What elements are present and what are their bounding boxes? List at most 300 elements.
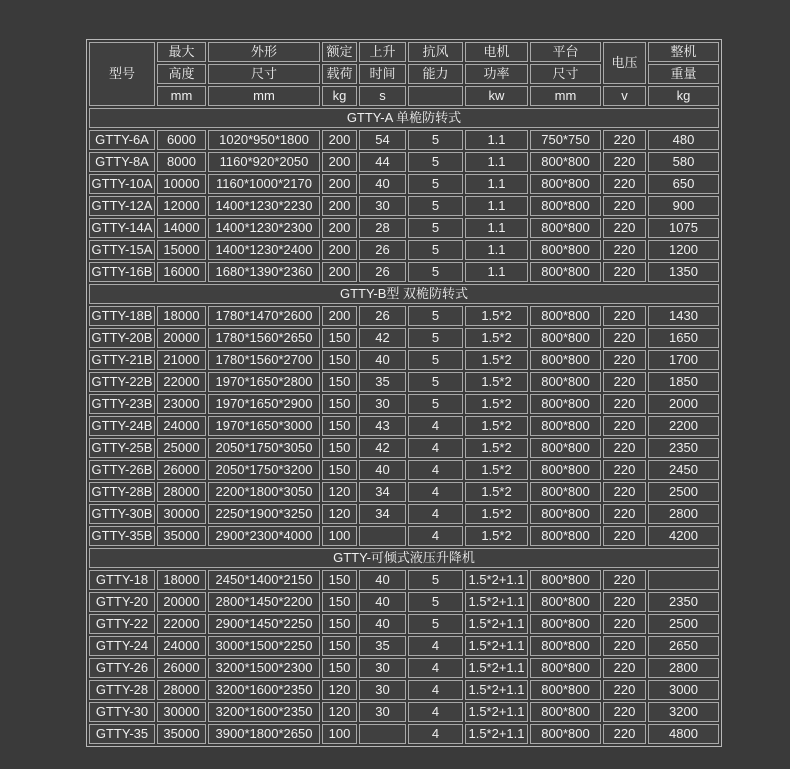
cell-max_height_mm: 6000 bbox=[157, 130, 206, 150]
cell-rise_time_s: 35 bbox=[359, 636, 406, 656]
section-header-row bbox=[89, 108, 719, 128]
cell-voltage_v: 220 bbox=[603, 614, 646, 634]
cell-wind_resistance: 5 bbox=[408, 350, 463, 370]
cell-weight_kg: 1700 bbox=[648, 350, 719, 370]
cell-weight_kg: 1075 bbox=[648, 218, 719, 238]
cell-model: GTTY-28 bbox=[89, 680, 155, 700]
table-row bbox=[89, 306, 719, 326]
cell-platform_size_mm: 800*800 bbox=[530, 416, 601, 436]
cell-voltage_v: 220 bbox=[603, 328, 646, 348]
cell-platform_size_mm: 800*800 bbox=[530, 592, 601, 612]
cell-voltage_v: 220 bbox=[603, 724, 646, 744]
cell-voltage_v: 220 bbox=[603, 394, 646, 414]
header-cell-weight-line2: 重量 bbox=[648, 64, 719, 84]
section-header-row bbox=[89, 548, 719, 568]
cell-rated_load_kg: 200 bbox=[322, 262, 357, 282]
cell-voltage_v: 220 bbox=[603, 240, 646, 260]
cell-voltage_v: 220 bbox=[603, 570, 646, 590]
cell-platform_size_mm: 800*800 bbox=[530, 724, 601, 744]
cell-model: GTTY-18 bbox=[89, 570, 155, 590]
header-cell-rise-time-line2: 时间 bbox=[359, 64, 406, 84]
cell-voltage_v: 220 bbox=[603, 526, 646, 546]
cell-wind_resistance: 5 bbox=[408, 262, 463, 282]
cell-rated_load_kg: 200 bbox=[322, 240, 357, 260]
cell-rated_load_kg: 200 bbox=[322, 174, 357, 194]
cell-overall_size_mm: 1400*1230*2230 bbox=[208, 196, 320, 216]
cell-max_height_mm: 18000 bbox=[157, 570, 206, 590]
cell-rise_time_s: 30 bbox=[359, 394, 406, 414]
cell-weight_kg: 650 bbox=[648, 174, 719, 194]
cell-rated_load_kg: 200 bbox=[322, 152, 357, 172]
cell-voltage_v: 220 bbox=[603, 372, 646, 392]
cell-motor_power_kw: 1.5*2 bbox=[465, 306, 528, 326]
cell-max_height_mm: 35000 bbox=[157, 724, 206, 744]
cell-max_height_mm: 35000 bbox=[157, 526, 206, 546]
cell-platform_size_mm: 800*800 bbox=[530, 636, 601, 656]
cell-weight_kg: 2500 bbox=[648, 482, 719, 502]
cell-rise_time_s bbox=[359, 724, 406, 744]
cell-weight_kg: 2350 bbox=[648, 438, 719, 458]
cell-rated_load_kg: 200 bbox=[322, 306, 357, 326]
cell-weight_kg: 1200 bbox=[648, 240, 719, 260]
cell-wind_resistance: 5 bbox=[408, 196, 463, 216]
cell-rise_time_s: 40 bbox=[359, 350, 406, 370]
cell-voltage_v: 220 bbox=[603, 174, 646, 194]
cell-max_height_mm: 26000 bbox=[157, 658, 206, 678]
cell-platform_size_mm: 800*800 bbox=[530, 262, 601, 282]
header-cell-rated-load-line2: 载荷 bbox=[322, 64, 357, 84]
cell-voltage_v: 220 bbox=[603, 152, 646, 172]
cell-model: GTTY-20B bbox=[89, 328, 155, 348]
unit-cell-overall-size: mm bbox=[208, 86, 320, 106]
cell-max_height_mm: 30000 bbox=[157, 504, 206, 524]
cell-rated_load_kg: 200 bbox=[322, 130, 357, 150]
cell-motor_power_kw: 1.5*2+1.1 bbox=[465, 680, 528, 700]
cell-max_height_mm: 20000 bbox=[157, 328, 206, 348]
cell-motor_power_kw: 1.1 bbox=[465, 174, 528, 194]
cell-weight_kg: 2000 bbox=[648, 394, 719, 414]
cell-overall_size_mm: 1400*1230*2300 bbox=[208, 218, 320, 238]
cell-rise_time_s: 34 bbox=[359, 504, 406, 524]
cell-platform_size_mm: 800*800 bbox=[530, 218, 601, 238]
cell-weight_kg: 2350 bbox=[648, 592, 719, 612]
cell-model: GTTY-24 bbox=[89, 636, 155, 656]
cell-rated_load_kg: 120 bbox=[322, 504, 357, 524]
cell-wind_resistance: 4 bbox=[408, 636, 463, 656]
cell-rise_time_s: 40 bbox=[359, 174, 406, 194]
cell-platform_size_mm: 800*800 bbox=[530, 504, 601, 524]
cell-rated_load_kg: 200 bbox=[322, 196, 357, 216]
cell-motor_power_kw: 1.5*2 bbox=[465, 460, 528, 480]
cell-max_height_mm: 18000 bbox=[157, 306, 206, 326]
cell-motor_power_kw: 1.5*2 bbox=[465, 526, 528, 546]
header-cell-voltage: 电压 bbox=[603, 42, 646, 84]
header-cell-wind-resistance-line1: 抗风 bbox=[408, 42, 463, 62]
cell-model: GTTY-26B bbox=[89, 460, 155, 480]
cell-voltage_v: 220 bbox=[603, 306, 646, 326]
cell-wind_resistance: 5 bbox=[408, 240, 463, 260]
cell-overall_size_mm: 2800*1450*2200 bbox=[208, 592, 320, 612]
cell-overall_size_mm: 1780*1560*2700 bbox=[208, 350, 320, 370]
spec-table-header bbox=[89, 42, 719, 106]
unit-cell-max-height: mm bbox=[157, 86, 206, 106]
cell-rise_time_s: 40 bbox=[359, 614, 406, 634]
table-row bbox=[89, 350, 719, 370]
cell-wind_resistance: 4 bbox=[408, 504, 463, 524]
cell-max_height_mm: 28000 bbox=[157, 680, 206, 700]
cell-max_height_mm: 26000 bbox=[157, 460, 206, 480]
spec-table-body bbox=[89, 108, 719, 744]
cell-voltage_v: 220 bbox=[603, 636, 646, 656]
cell-model: GTTY-14A bbox=[89, 218, 155, 238]
cell-weight_kg bbox=[648, 570, 719, 590]
table-row bbox=[89, 438, 719, 458]
cell-rise_time_s: 30 bbox=[359, 702, 406, 722]
cell-rise_time_s: 40 bbox=[359, 460, 406, 480]
cell-model: GTTY-35 bbox=[89, 724, 155, 744]
table-row bbox=[89, 174, 719, 194]
cell-motor_power_kw: 1.5*2 bbox=[465, 394, 528, 414]
cell-overall_size_mm: 3200*1600*2350 bbox=[208, 680, 320, 700]
unit-cell-rated-load: kg bbox=[322, 86, 357, 106]
cell-rated_load_kg: 100 bbox=[322, 724, 357, 744]
cell-wind_resistance: 4 bbox=[408, 724, 463, 744]
table-row bbox=[89, 416, 719, 436]
cell-platform_size_mm: 800*800 bbox=[530, 372, 601, 392]
cell-weight_kg: 2650 bbox=[648, 636, 719, 656]
table-row bbox=[89, 702, 719, 722]
section-header-row bbox=[89, 284, 719, 304]
cell-weight_kg: 3000 bbox=[648, 680, 719, 700]
cell-rise_time_s: 34 bbox=[359, 482, 406, 502]
cell-voltage_v: 220 bbox=[603, 218, 646, 238]
cell-weight_kg: 900 bbox=[648, 196, 719, 216]
spec-table bbox=[86, 39, 722, 747]
cell-model: GTTY-20 bbox=[89, 592, 155, 612]
cell-motor_power_kw: 1.5*2 bbox=[465, 504, 528, 524]
cell-wind_resistance: 5 bbox=[408, 174, 463, 194]
cell-voltage_v: 220 bbox=[603, 416, 646, 436]
cell-voltage_v: 220 bbox=[603, 262, 646, 282]
cell-rated_load_kg: 150 bbox=[322, 460, 357, 480]
cell-overall_size_mm: 1970*1650*2900 bbox=[208, 394, 320, 414]
cell-platform_size_mm: 800*800 bbox=[530, 570, 601, 590]
cell-wind_resistance: 5 bbox=[408, 306, 463, 326]
table-row bbox=[89, 570, 719, 590]
cell-wind_resistance: 4 bbox=[408, 702, 463, 722]
unit-cell-voltage: v bbox=[603, 86, 646, 106]
cell-wind_resistance: 4 bbox=[408, 482, 463, 502]
cell-model: GTTY-15A bbox=[89, 240, 155, 260]
cell-overall_size_mm: 1160*920*2050 bbox=[208, 152, 320, 172]
cell-model: GTTY-25B bbox=[89, 438, 155, 458]
cell-overall_size_mm: 1780*1470*2600 bbox=[208, 306, 320, 326]
cell-model: GTTY-30 bbox=[89, 702, 155, 722]
cell-max_height_mm: 20000 bbox=[157, 592, 206, 612]
cell-model: GTTY-28B bbox=[89, 482, 155, 502]
cell-weight_kg: 2500 bbox=[648, 614, 719, 634]
cell-voltage_v: 220 bbox=[603, 196, 646, 216]
cell-motor_power_kw: 1.5*2+1.1 bbox=[465, 636, 528, 656]
cell-rise_time_s: 40 bbox=[359, 592, 406, 612]
cell-rise_time_s: 42 bbox=[359, 328, 406, 348]
cell-max_height_mm: 24000 bbox=[157, 636, 206, 656]
cell-wind_resistance: 5 bbox=[408, 152, 463, 172]
header-cell-platform-size-line1: 平台 bbox=[530, 42, 601, 62]
unit-cell-motor-power: kw bbox=[465, 86, 528, 106]
cell-rise_time_s: 30 bbox=[359, 196, 406, 216]
unit-cell-platform-size: mm bbox=[530, 86, 601, 106]
cell-max_height_mm: 22000 bbox=[157, 614, 206, 634]
cell-motor_power_kw: 1.1 bbox=[465, 262, 528, 282]
cell-wind_resistance: 5 bbox=[408, 570, 463, 590]
cell-rise_time_s: 26 bbox=[359, 306, 406, 326]
cell-max_height_mm: 15000 bbox=[157, 240, 206, 260]
cell-rated_load_kg: 150 bbox=[322, 372, 357, 392]
table-row bbox=[89, 592, 719, 612]
cell-motor_power_kw: 1.5*2 bbox=[465, 328, 528, 348]
cell-platform_size_mm: 800*800 bbox=[530, 394, 601, 414]
cell-max_height_mm: 12000 bbox=[157, 196, 206, 216]
cell-overall_size_mm: 1020*950*1800 bbox=[208, 130, 320, 150]
cell-motor_power_kw: 1.5*2+1.1 bbox=[465, 658, 528, 678]
header-cell-model: 型号 bbox=[89, 42, 155, 106]
cell-motor_power_kw: 1.1 bbox=[465, 240, 528, 260]
header-cell-max-height-line1: 最大 bbox=[157, 42, 206, 62]
cell-rated_load_kg: 150 bbox=[322, 636, 357, 656]
cell-model: GTTY-26 bbox=[89, 658, 155, 678]
cell-motor_power_kw: 1.1 bbox=[465, 152, 528, 172]
cell-weight_kg: 4800 bbox=[648, 724, 719, 744]
cell-max_height_mm: 28000 bbox=[157, 482, 206, 502]
cell-model: GTTY-6A bbox=[89, 130, 155, 150]
cell-voltage_v: 220 bbox=[603, 592, 646, 612]
cell-platform_size_mm: 800*800 bbox=[530, 174, 601, 194]
cell-model: GTTY-18B bbox=[89, 306, 155, 326]
cell-rated_load_kg: 150 bbox=[322, 592, 357, 612]
cell-wind_resistance: 5 bbox=[408, 218, 463, 238]
table-row bbox=[89, 130, 719, 150]
spec-table-container bbox=[86, 39, 722, 747]
table-row bbox=[89, 504, 719, 524]
cell-platform_size_mm: 750*750 bbox=[530, 130, 601, 150]
cell-platform_size_mm: 800*800 bbox=[530, 350, 601, 370]
header-cell-wind-resistance-line2: 能力 bbox=[408, 64, 463, 84]
cell-weight_kg: 4200 bbox=[648, 526, 719, 546]
cell-overall_size_mm: 1680*1390*2360 bbox=[208, 262, 320, 282]
cell-rated_load_kg: 150 bbox=[322, 350, 357, 370]
table-row bbox=[89, 680, 719, 700]
table-row bbox=[89, 240, 719, 260]
cell-motor_power_kw: 1.5*2+1.1 bbox=[465, 592, 528, 612]
cell-overall_size_mm: 1970*1650*2800 bbox=[208, 372, 320, 392]
cell-rated_load_kg: 150 bbox=[322, 328, 357, 348]
cell-max_height_mm: 14000 bbox=[157, 218, 206, 238]
cell-rated_load_kg: 100 bbox=[322, 526, 357, 546]
cell-platform_size_mm: 800*800 bbox=[530, 196, 601, 216]
cell-max_height_mm: 25000 bbox=[157, 438, 206, 458]
cell-wind_resistance: 4 bbox=[408, 438, 463, 458]
cell-motor_power_kw: 1.5*2 bbox=[465, 438, 528, 458]
cell-model: GTTY-30B bbox=[89, 504, 155, 524]
cell-overall_size_mm: 2900*1450*2250 bbox=[208, 614, 320, 634]
cell-model: GTTY-8A bbox=[89, 152, 155, 172]
cell-voltage_v: 220 bbox=[603, 504, 646, 524]
cell-rise_time_s: 40 bbox=[359, 570, 406, 590]
cell-wind_resistance: 5 bbox=[408, 592, 463, 612]
cell-platform_size_mm: 800*800 bbox=[530, 438, 601, 458]
cell-rated_load_kg: 150 bbox=[322, 394, 357, 414]
cell-overall_size_mm: 2250*1900*3250 bbox=[208, 504, 320, 524]
table-row bbox=[89, 262, 719, 282]
cell-model: GTTY-35B bbox=[89, 526, 155, 546]
cell-voltage_v: 220 bbox=[603, 482, 646, 502]
cell-rated_load_kg: 150 bbox=[322, 658, 357, 678]
cell-weight_kg: 2200 bbox=[648, 416, 719, 436]
header-cell-overall-size-line2: 尺寸 bbox=[208, 64, 320, 84]
header-cell-overall-size-line1: 外形 bbox=[208, 42, 320, 62]
cell-motor_power_kw: 1.5*2 bbox=[465, 372, 528, 392]
cell-overall_size_mm: 3200*1500*2300 bbox=[208, 658, 320, 678]
cell-weight_kg: 2800 bbox=[648, 504, 719, 524]
cell-weight_kg: 3200 bbox=[648, 702, 719, 722]
cell-motor_power_kw: 1.1 bbox=[465, 130, 528, 150]
cell-model: GTTY-16B bbox=[89, 262, 155, 282]
cell-platform_size_mm: 800*800 bbox=[530, 526, 601, 546]
cell-voltage_v: 220 bbox=[603, 350, 646, 370]
cell-rated_load_kg: 120 bbox=[322, 482, 357, 502]
header-cell-max-height-line2: 高度 bbox=[157, 64, 206, 84]
cell-platform_size_mm: 800*800 bbox=[530, 152, 601, 172]
cell-weight_kg: 1850 bbox=[648, 372, 719, 392]
cell-overall_size_mm: 1160*1000*2170 bbox=[208, 174, 320, 194]
cell-overall_size_mm: 2900*2300*4000 bbox=[208, 526, 320, 546]
header-cell-rise-time-line1: 上升 bbox=[359, 42, 406, 62]
table-row bbox=[89, 482, 719, 502]
cell-overall_size_mm: 3200*1600*2350 bbox=[208, 702, 320, 722]
cell-platform_size_mm: 800*800 bbox=[530, 614, 601, 634]
cell-max_height_mm: 30000 bbox=[157, 702, 206, 722]
table-row bbox=[89, 526, 719, 546]
cell-model: GTTY-23B bbox=[89, 394, 155, 414]
cell-rated_load_kg: 150 bbox=[322, 438, 357, 458]
cell-motor_power_kw: 1.5*2+1.1 bbox=[465, 614, 528, 634]
cell-overall_size_mm: 3900*1800*2650 bbox=[208, 724, 320, 744]
cell-platform_size_mm: 800*800 bbox=[530, 240, 601, 260]
cell-model: GTTY-24B bbox=[89, 416, 155, 436]
cell-rated_load_kg: 120 bbox=[322, 680, 357, 700]
table-row bbox=[89, 218, 719, 238]
cell-rise_time_s: 35 bbox=[359, 372, 406, 392]
table-row bbox=[89, 460, 719, 480]
cell-platform_size_mm: 800*800 bbox=[530, 702, 601, 722]
cell-motor_power_kw: 1.5*2 bbox=[465, 350, 528, 370]
cell-overall_size_mm: 1970*1650*3000 bbox=[208, 416, 320, 436]
cell-platform_size_mm: 800*800 bbox=[530, 658, 601, 678]
cell-rise_time_s: 26 bbox=[359, 262, 406, 282]
table-row bbox=[89, 394, 719, 414]
section-title: GTTY-可倾式液压升降机 bbox=[89, 548, 719, 568]
cell-voltage_v: 220 bbox=[603, 658, 646, 678]
table-row bbox=[89, 152, 719, 172]
cell-wind_resistance: 4 bbox=[408, 416, 463, 436]
cell-weight_kg: 1650 bbox=[648, 328, 719, 348]
cell-motor_power_kw: 1.1 bbox=[465, 196, 528, 216]
section-title: GTTY-A 单桅防转式 bbox=[89, 108, 719, 128]
cell-overall_size_mm: 2050*1750*3200 bbox=[208, 460, 320, 480]
cell-max_height_mm: 8000 bbox=[157, 152, 206, 172]
cell-motor_power_kw: 1.5*2+1.1 bbox=[465, 570, 528, 590]
cell-wind_resistance: 4 bbox=[408, 460, 463, 480]
table-row bbox=[89, 724, 719, 744]
cell-weight_kg: 1430 bbox=[648, 306, 719, 326]
cell-overall_size_mm: 2450*1400*2150 bbox=[208, 570, 320, 590]
cell-motor_power_kw: 1.5*2 bbox=[465, 416, 528, 436]
cell-model: GTTY-10A bbox=[89, 174, 155, 194]
cell-weight_kg: 580 bbox=[648, 152, 719, 172]
cell-platform_size_mm: 800*800 bbox=[530, 460, 601, 480]
table-row bbox=[89, 658, 719, 678]
cell-wind_resistance: 5 bbox=[408, 394, 463, 414]
cell-max_height_mm: 22000 bbox=[157, 372, 206, 392]
cell-rated_load_kg: 150 bbox=[322, 570, 357, 590]
cell-rise_time_s: 54 bbox=[359, 130, 406, 150]
table-row bbox=[89, 196, 719, 216]
header-cell-weight-line1: 整机 bbox=[648, 42, 719, 62]
cell-overall_size_mm: 2050*1750*3050 bbox=[208, 438, 320, 458]
cell-platform_size_mm: 800*800 bbox=[530, 306, 601, 326]
cell-overall_size_mm: 1780*1560*2650 bbox=[208, 328, 320, 348]
cell-wind_resistance: 5 bbox=[408, 130, 463, 150]
unit-cell-rise-time: s bbox=[359, 86, 406, 106]
cell-rise_time_s: 28 bbox=[359, 218, 406, 238]
unit-cell-wind-resistance bbox=[408, 86, 463, 106]
cell-weight_kg: 2800 bbox=[648, 658, 719, 678]
cell-motor_power_kw: 1.5*2+1.1 bbox=[465, 724, 528, 744]
cell-weight_kg: 2450 bbox=[648, 460, 719, 480]
cell-platform_size_mm: 800*800 bbox=[530, 482, 601, 502]
header-cell-motor-power-line2: 功率 bbox=[465, 64, 528, 84]
table-row bbox=[89, 372, 719, 392]
cell-rated_load_kg: 200 bbox=[322, 218, 357, 238]
table-row bbox=[89, 614, 719, 634]
cell-weight_kg: 480 bbox=[648, 130, 719, 150]
cell-rise_time_s: 44 bbox=[359, 152, 406, 172]
cell-max_height_mm: 24000 bbox=[157, 416, 206, 436]
cell-voltage_v: 220 bbox=[603, 460, 646, 480]
cell-overall_size_mm: 3000*1500*2250 bbox=[208, 636, 320, 656]
cell-wind_resistance: 5 bbox=[408, 614, 463, 634]
cell-voltage_v: 220 bbox=[603, 680, 646, 700]
header-cell-platform-size-line2: 尺寸 bbox=[530, 64, 601, 84]
cell-rated_load_kg: 120 bbox=[322, 702, 357, 722]
cell-voltage_v: 220 bbox=[603, 702, 646, 722]
cell-max_height_mm: 23000 bbox=[157, 394, 206, 414]
cell-rise_time_s: 43 bbox=[359, 416, 406, 436]
cell-rise_time_s: 30 bbox=[359, 680, 406, 700]
cell-motor_power_kw: 1.5*2+1.1 bbox=[465, 702, 528, 722]
cell-rise_time_s: 30 bbox=[359, 658, 406, 678]
cell-rise_time_s bbox=[359, 526, 406, 546]
cell-motor_power_kw: 1.1 bbox=[465, 218, 528, 238]
cell-motor_power_kw: 1.5*2 bbox=[465, 482, 528, 502]
cell-model: GTTY-12A bbox=[89, 196, 155, 216]
table-row bbox=[89, 636, 719, 656]
cell-overall_size_mm: 1400*1230*2400 bbox=[208, 240, 320, 260]
cell-max_height_mm: 21000 bbox=[157, 350, 206, 370]
table-row bbox=[89, 328, 719, 348]
cell-model: GTTY-22 bbox=[89, 614, 155, 634]
